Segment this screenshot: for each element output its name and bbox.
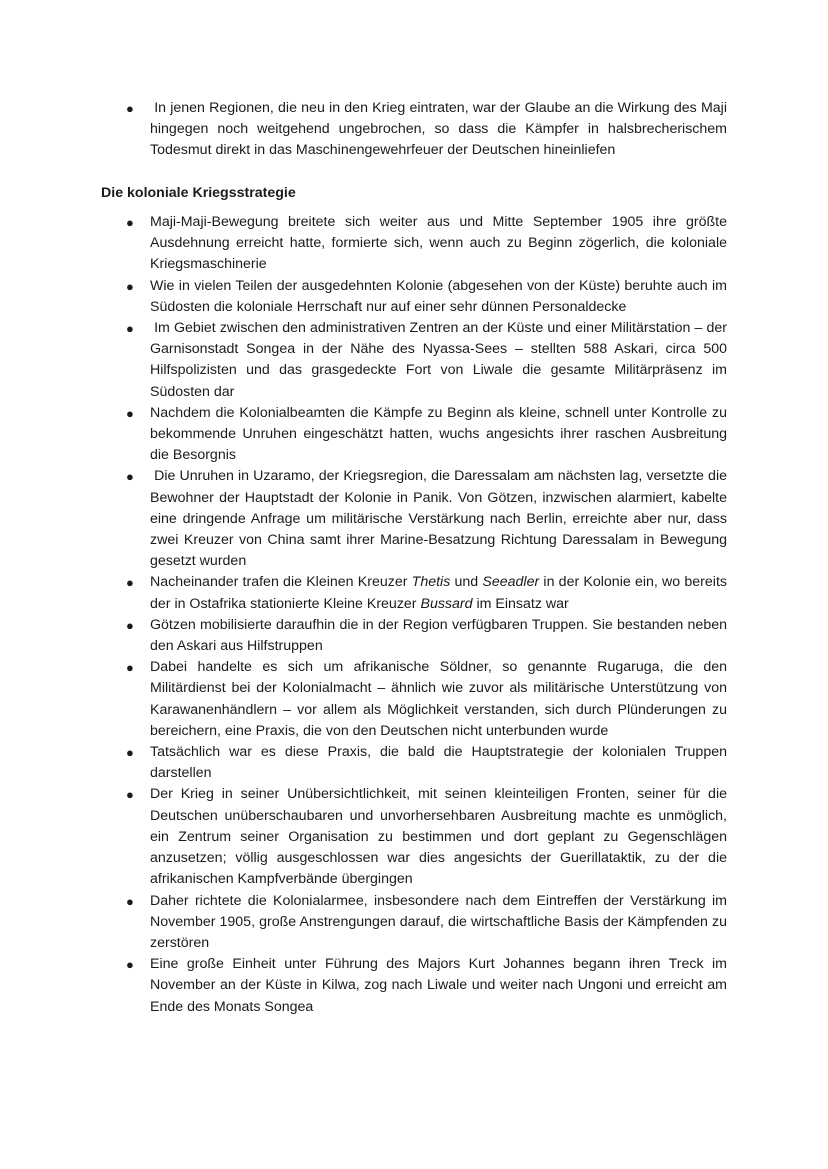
ship-name-bussard: Bussard [420, 595, 473, 612]
bullet-icon: ● [126, 893, 134, 909]
text-segment: in der Kolonie ein, wo bereits der in Ostafrika stationierte Kleine Kreuzer [150, 574, 731, 612]
list-item-text: Dabei handelte es sich um afrikanische Söldner, so genannte Rugaruga, die den Militärdienst bei der Kolonialmacht – ähnlich wie zuvor als militärische Unterstützung von Karawanenhändlern – vor allem als Möglichkeit verstanden, sich durch Plünderungen zu bereichern, eine Praxis, die von den Deutschen nicht unterbunden wurde [150, 659, 727, 739]
ship-name-seeadler: Seeadler [482, 574, 540, 591]
bullet-icon: ● [126, 575, 134, 591]
top-bullet-list [126, 98, 731, 162]
list-item-text: Nachdem die Kolonialbeamten die Kämpfe zu Beginn als kleine, schnell unter Kontrolle zu bekommende Unruhen eingeschätzt hatten, wuchs angesichts ihrer raschen Ausbreitung die Besorgnis [150, 404, 727, 464]
bullet-icon: ● [126, 660, 134, 676]
list-item [126, 742, 727, 784]
list-item-text: Eine große Einheit unter Führung des Majors Kurt Johannes begann ihren Treck im November an der Küste in Kilwa, zog nach Liwale und weiter nach Ungoni und erreicht am Ende des Monats Songea [150, 956, 727, 1015]
list-item-text: Daher richtete die Kolonialarmee, insbesondere nach dem Eintreffen der Verstärkung im November 1905, große Anstrengungen darauf, die wirtschaftliche Basis der Kämpfenden zu zerstören [150, 892, 727, 951]
bullet-icon: ● [126, 405, 134, 421]
list-item [126, 212, 727, 276]
list-item [126, 954, 727, 1018]
ship-name-thetis: Thetis [411, 574, 451, 591]
bullet-icon: ● [126, 278, 134, 294]
strategy-bullet-list [126, 212, 731, 1018]
list-item-text: Götzen mobilisierte daraufhin die in der Region verfügbaren Truppen. Sie bestanden neben den Askari aus Hilfstruppen [150, 616, 727, 655]
list-item-text: In jenen Regionen, die neu in den Krieg eintraten, war der Glaube an die Wirkung des Maji hingegen noch weitgehend ungebrochen, so dass die Kämpfer in halsbrecherischem Todesmut direkt in das Maschinengewehrfeuer der Deutschen hineinliefen [150, 100, 731, 159]
bullet-icon: ● [126, 101, 134, 116]
list-item-text [150, 572, 731, 614]
list-item [126, 784, 727, 890]
list-item [126, 318, 731, 403]
bullet-icon: ● [126, 957, 134, 973]
list-item [126, 403, 727, 467]
list-item-text: Maji-Maji-Bewegung breitete sich weiter aus und Mitte September 1905 ihre größte Ausdehnung erreicht hatte, formierte sich, wenn auch zu Beginn zögerlich, die koloniale Kriegsmaschinerie [150, 214, 727, 273]
list-item [126, 276, 727, 318]
bullet-icon: ● [126, 215, 134, 230]
text-segment: Nacheinander trafen die Kleinen Kreuzer [150, 574, 412, 591]
list-item [126, 615, 727, 657]
list-item [126, 572, 731, 614]
list-item-text: Wie in vielen Teilen der ausgedehnten Kolonie (abgesehen von der Küste) beruhte auch im Südosten die koloniale Herrschaft nur auf einer sehr dünnen Personaldecke [150, 277, 727, 315]
text-segment: und [450, 574, 483, 591]
bullet-icon: ● [126, 617, 134, 633]
list-item-text: Der Krieg in seiner Unübersichtlichkeit, mit seinen kleinteiligen Fronten, seiner für die Deutschen unüberschaubaren und unvorhersehbaren Ausbreitung machte es unmöglich, ein Zentrum seiner Organisation zu bestimmen und dort geplant zu Gegenschlägen anzusetzen; völlig ausgeschlossen war dies angesichts der Guerillataktik, zu der die afrikanischen Kampfverbände übergingen [150, 786, 727, 888]
list-item [126, 891, 727, 955]
bullet-icon: ● [126, 745, 134, 761]
list-item-text: Die Unruhen in Uzaramo, der Kriegsregion, die Daressalam am nächsten lag, versetzte die Bewohner der Hauptstadt der Kolonie in Panik. Von Götzen, inzwischen alarmiert, kabelte eine dringende Anfrage um militärische Verstärkung nach Berlin, erreichte aber nur, dass zwei Kreuzer von China samt ihrer Marine-Besatzung Richtung Daressalam in Bewegung gesetzt wurden [150, 468, 731, 570]
text-segment: im Einsatz war [472, 595, 569, 612]
bullet-icon: ● [126, 321, 134, 337]
bullet-icon: ● [126, 787, 134, 803]
list-item-text: Im Gebiet zwischen den administrativen Zentren an der Küste und einer Militärstation – der Garnisonstadt Songea in der Nähe des Nyassa-Sees – stellten 588 Askari, circa 500 Hilfspolizisten und das grasgedeckte Fort von Liwale die gesamte Militärpräsenz im Südosten dar [150, 320, 731, 400]
list-item-text: Tatsächlich war es diese Praxis, die bald die Hauptstrategie der kolonialen Truppen darstellen [150, 744, 727, 782]
section-heading: Die koloniale Kriegsstrategie [101, 185, 296, 201]
list-item [126, 466, 731, 572]
bullet-icon: ● [126, 469, 134, 485]
list-item [126, 657, 727, 742]
list-item [126, 98, 731, 162]
